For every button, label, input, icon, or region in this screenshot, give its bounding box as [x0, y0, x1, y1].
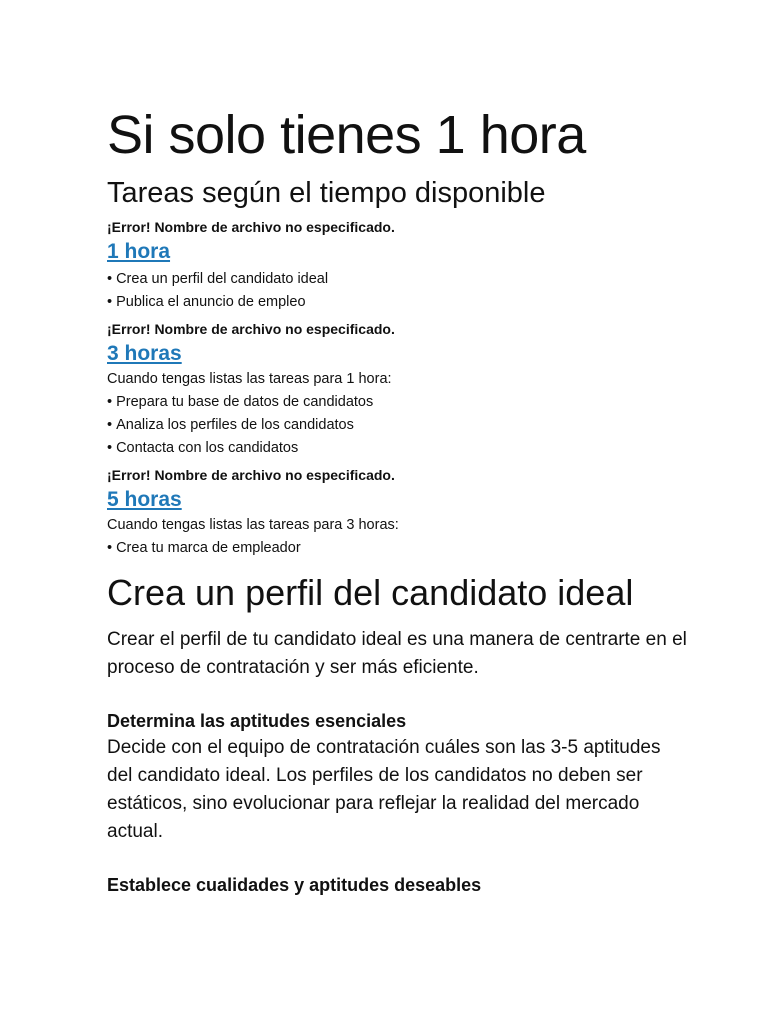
list-item	[107, 414, 687, 437]
list-item	[107, 291, 687, 314]
skills-heading: Determina las aptitudes esenciales	[107, 711, 407, 731]
page-title: Si solo tienes 1 hora	[107, 105, 586, 165]
profile-heading: Crea un perfil del candidato ideal	[107, 572, 634, 613]
section-intro: Cuando tengas listas las tareas para 1 hora:	[107, 371, 392, 387]
error-message: ¡Error! Nombre de archivo no especificado.	[107, 467, 395, 483]
list-item	[107, 391, 687, 414]
qualities-heading: Establece cualidades y aptitudes deseables	[107, 875, 482, 895]
section-link-1-hora[interactable]: 1 hora	[107, 240, 171, 263]
page-content	[107, 100, 687, 898]
list-item	[107, 268, 687, 291]
list-item	[107, 437, 687, 460]
list-item	[107, 537, 687, 560]
list-item-text: Publica el anuncio de empleo	[116, 294, 306, 310]
task-list	[107, 537, 687, 560]
profile-intro: Crear el perfil de tu candidato ideal es una manera de centrarte en el proceso de contratación y ser más eficiente.	[107, 629, 687, 678]
bullet-icon: •	[107, 394, 113, 410]
bullet-icon: •	[107, 440, 113, 456]
list-item-text: Crea tu marca de empleador	[116, 540, 301, 556]
time-section	[107, 218, 687, 314]
list-item-text: Analiza los perfiles de los candidatos	[116, 417, 354, 433]
error-message: ¡Error! Nombre de archivo no especificado.	[107, 321, 395, 337]
time-section	[107, 466, 687, 560]
error-message: ¡Error! Nombre de archivo no especificado.	[107, 219, 395, 235]
section-intro: Cuando tengas listas las tareas para 3 horas:	[107, 517, 399, 533]
list-item-text: Contacta con los candidatos	[116, 440, 299, 456]
bullet-icon: •	[107, 271, 113, 287]
time-section	[107, 320, 687, 460]
task-list	[107, 391, 687, 460]
bullet-icon: •	[107, 294, 113, 310]
section-link-5-horas[interactable]: 5 horas	[107, 488, 182, 511]
bullet-icon: •	[107, 417, 113, 433]
list-item-text: Prepara tu base de datos de candidatos	[116, 394, 374, 410]
page-subtitle: Tareas según el tiempo disponible	[107, 177, 546, 209]
bullet-icon: •	[107, 540, 113, 556]
task-list	[107, 268, 687, 314]
list-item-text: Crea un perfil del candidato ideal	[116, 271, 329, 287]
section-link-3-horas[interactable]: 3 horas	[107, 342, 182, 365]
skills-text: Decide con el equipo de contratación cuáles son las 3-5 aptitudes del candidato ideal. Los perfiles de los candidatos no deben ser estáticos, sino evolucionar para reflejar la realidad del mercado actual.	[107, 737, 661, 842]
